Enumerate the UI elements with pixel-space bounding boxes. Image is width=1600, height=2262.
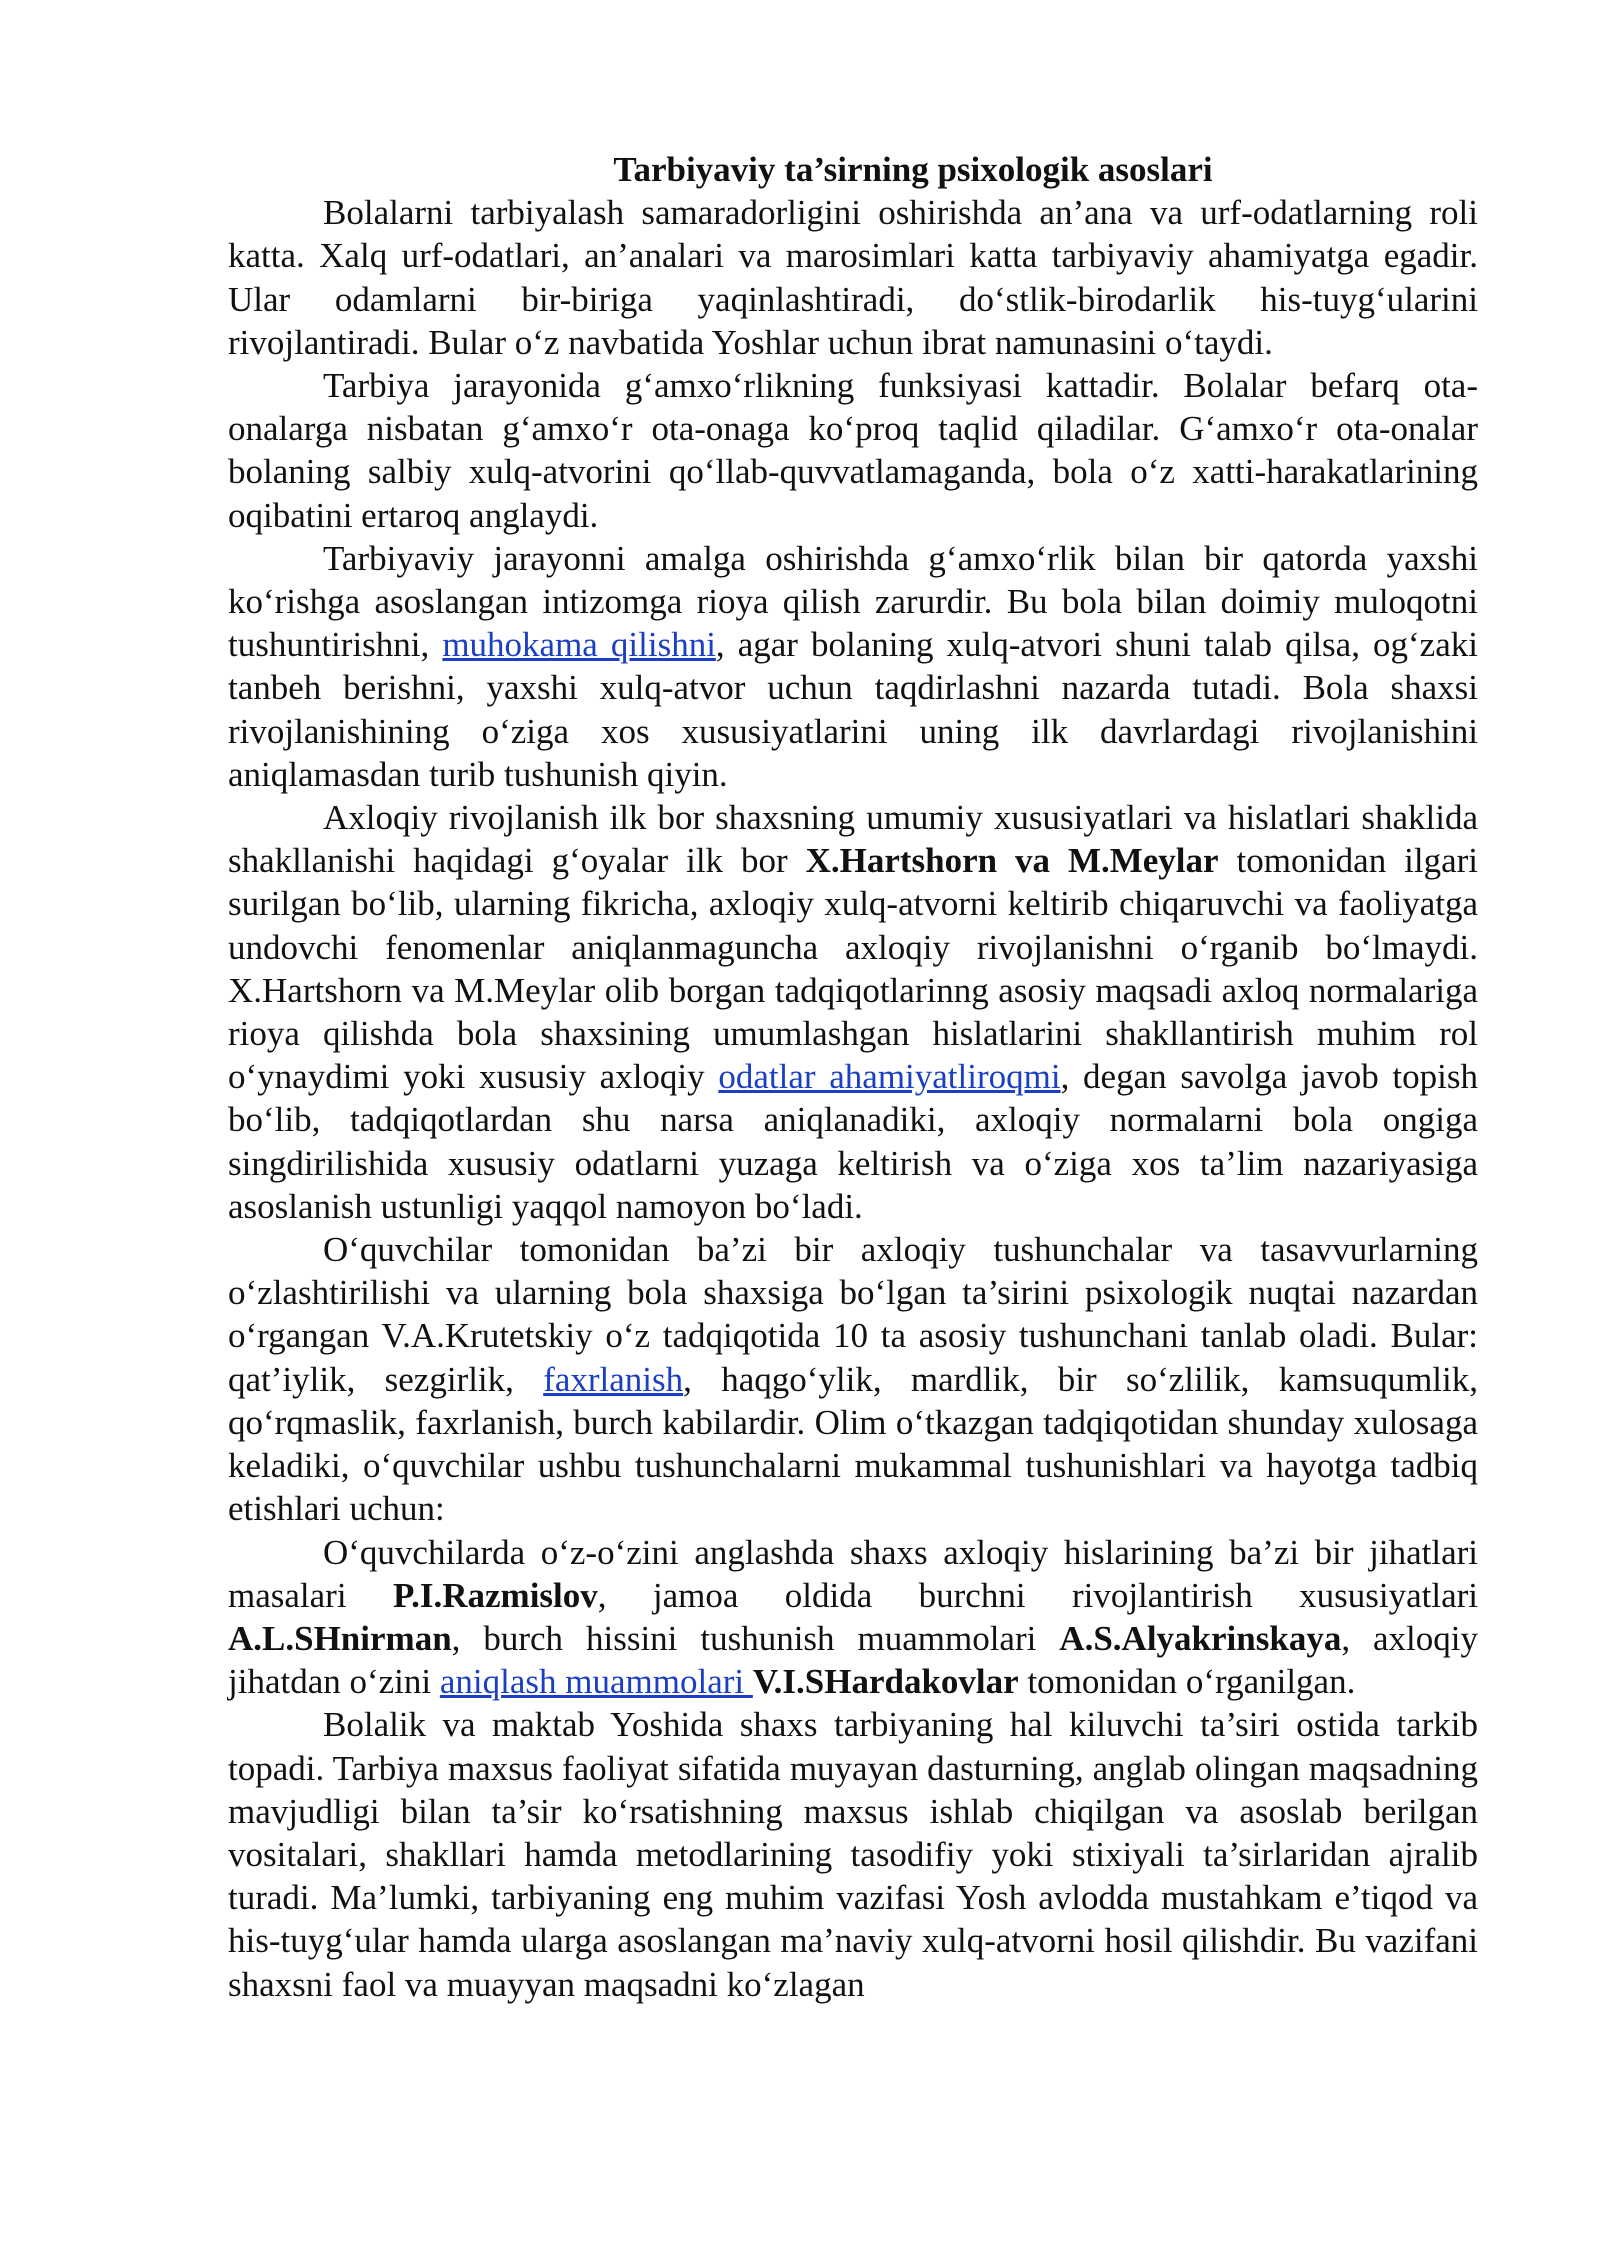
- author-shnirman: A.L.SHnirman: [228, 1618, 452, 1658]
- link-muhokama-qilishni[interactable]: muhokama qilishni: [442, 625, 716, 665]
- paragraph-2: Tarbiya jarayonida g‘amxo‘rlikning funksiyasi kattadir. Bolalar befarq ota-onalarga nisbatan g‘amxo‘r ota-onaga ko‘proq taqlid qiladilar. G‘amxo‘r ota-onalar bolaning salbiy xulq-atvorini qo‘llab-quvvatlamaganda, bola o‘z xatti-harakatlarining oqibatini ertaroq anglaydi.: [228, 366, 1478, 535]
- paragraph-6: [228, 1531, 1478, 1704]
- link-aniqlash-muammolari[interactable]: aniqlash muammolari: [439, 1662, 753, 1702]
- paragraph-3: [228, 537, 1478, 796]
- paragraph-6-text-b: , jamoa oldida burchni rivojlantirish xususiyatlari: [597, 1575, 1478, 1615]
- paragraph-5: [228, 1228, 1478, 1530]
- paragraph-4-text-c: , degan savolga javob topish bo‘lib, tadqiqotlardan shu narsa aniqlanadiki, axloqiy normalarni bola ongiga singdirilishida xususiy odatlarni yuzaga keltirish va o‘ziga xos ta’lim nazariyasiga asoslanish ustunligi yaqqol namoyon bo‘ladi.: [228, 1057, 1478, 1226]
- paragraph-3-text-b: , agar bolaning xulq-atvori shuni talab qilsa, og‘zaki tanbeh berishni, yaxshi xulq-atvor uchun taqdirlashni nazarda tutadi. Bola shaxsi rivojlanishining o‘ziga xos xususiyatlarini uning ilk davrlardagi rivojlanishini aniqlamasdan turib tushunish qiyin.: [228, 625, 1478, 794]
- author-hartshorn-meylar: X.Hartshorn va M.Meylar: [805, 841, 1219, 881]
- author-shardakovlar: V.I.SHardakovlar: [752, 1662, 1019, 1702]
- paragraph-5-text-a: O‘quvchilar tomonidan ba’zi bir axloqiy tushunchalar va tasavvurlarning o‘zlashtirilishi va ularning bola shaxsiga bo‘lgan ta’sirini psixologik nuqtai nazardan o‘rgangan V.A.Krutetskiy o‘z tadqiqotida 10 ta asosiy tushunchani tanlab oladi. Bular: qat’iylik, sezgirlik,: [228, 1230, 1478, 1399]
- paragraph-6-text-a: O‘quvchilarda o‘z-o‘zini anglashda shaxs axloqiy hislarining ba’zi bir jihatlari masalari: [228, 1532, 1478, 1615]
- paragraph-6-text-d: , axloqiy jihatdan o‘zini: [228, 1618, 1479, 1702]
- document-title: Tarbiyaviy ta’sirning psixologik asoslari: [613, 150, 1213, 189]
- link-faxrlanish[interactable]: faxrlanish: [543, 1359, 684, 1399]
- link-odatlar-ahamiyatliroqmi[interactable]: odatlar ahamiyatliroqmi: [718, 1057, 1061, 1097]
- document-page: [228, 148, 1478, 2006]
- paragraph-6-text-e: tomonidan o‘rganilgan.: [1018, 1662, 1356, 1702]
- paragraph-6-text-c: , burch hissini tushunish muammolari: [451, 1618, 1060, 1658]
- paragraph-7: Bolalik va maktab Yoshida shaxs tarbiyaning hal kiluvchi ta’siri ostida tarkib topadi. Tarbiya maxsus faoliyat sifatida muyayan dasturning, anglab olingan maqsadning mavjudligi bilan ta’sir ko‘rsatishning maxsus ishlab chiqilgan va asoslab berilgan vositalari, shakllari hamda metodlarining tasodifiy yoki stixiyali ta’sirlaridan ajralib turadi. Ma’lumki, tarbiyaning eng muhim vazifasi Yosh avlodda mustahkam e’tiqod va his-tuyg‘ular hamda ularga asoslangan ma’naviy xulq-atvorni hosil qilishdir. Bu vazifani shaxsni faol va muayyan maqsadni ko‘zlagan: [228, 1705, 1478, 2004]
- paragraph-3-text-a: Tarbiyaviy jarayonni amalga oshirishda g‘amxo‘rlik bilan bir qatorda yaxshi ko‘rishga asoslangan intizomga rioya qilish zarurdir. Bu bola bilan doimiy muloqotni tushuntirishni,: [228, 538, 1478, 665]
- paragraph-4: [228, 796, 1478, 1228]
- paragraph-5-text-b: , haqgo‘ylik, mardlik, bir so‘zlilik, kamsuqumlik, qo‘rqmaslik, faxrlanish, burch kabilardir. Olim o‘tkazgan tadqiqotidan shunday xulosaga keladiki, o‘quvchilar ushbu tushunchalarni mukammal tushunishlari va hayotga tadbiq etishlari uchun:: [228, 1359, 1479, 1529]
- author-razmislov: P.I.Razmislov: [392, 1575, 598, 1615]
- paragraph-1: Bolalarni tarbiyalash samaradorligini oshirishda an’ana va urf-odatlarning roli katta. Xalq urf-odatlari, an’analari va marosimlari katta tarbiyaviy ahamiyatga egadir. Ular odamlarni bir-biriga yaqinlashtiradi, do‘stlik-birodarlik his-tuyg‘ularini rivojlantiradi. Bular o‘z navbatida Yoshlar uchun ibrat namunasini o‘taydi.: [228, 193, 1478, 362]
- paragraph-4-text-a: Axloqiy rivojlanish ilk bor shaxsning umumiy xususiyatlari va hislatlari shaklida shakllanishi haqidagi g‘oyalar ilk bor: [228, 798, 1478, 881]
- author-alyakrinskaya: A.S.Alyakrinskaya: [1059, 1618, 1342, 1658]
- paragraph-4-text-b: tomonidan ilgari surilgan bo‘lib, ularning fikricha, axloqiy xulq-atvorni keltirib chiqaruvchi va faoliyatga undovchi fenomenlar aniqlanmaguncha axloqiy rivojlanishni o‘rganib bo‘lmaydi. X.Hartshorn va M.Meylar olib borgan tadqiqotlarinng asosiy maqsadi axloq normalariga rioya qilishda bola shaxsining umumlashgan hislatlarini shakllantirish muhim rol o‘ynaydimi yoki xususiy axloqiy: [228, 841, 1479, 1097]
